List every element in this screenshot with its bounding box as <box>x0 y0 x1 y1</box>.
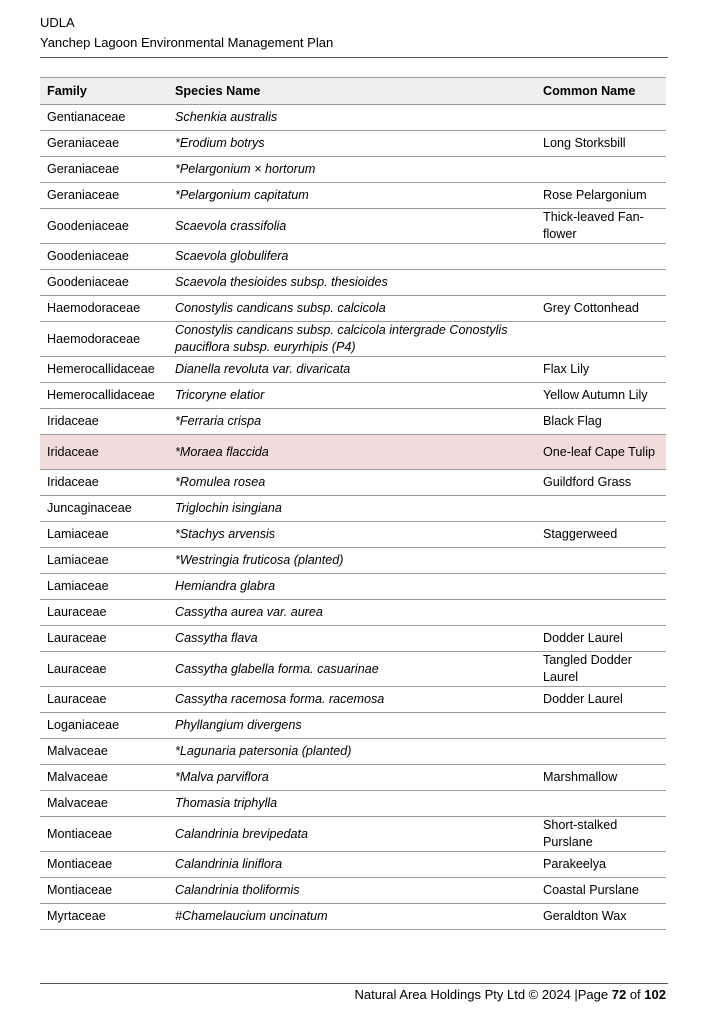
header-org: UDLA <box>40 15 75 30</box>
column-header-common: Common Name <box>536 78 666 105</box>
cell-common-name <box>536 322 666 357</box>
cell-common-name <box>536 496 666 522</box>
cell-common-name: Coastal Purslane <box>536 878 666 904</box>
cell-common-name <box>536 574 666 600</box>
table-row <box>40 409 666 435</box>
cell-species: *Pelargonium × hortorum <box>168 157 536 183</box>
page-of-label: of <box>626 987 645 1002</box>
cell-common-name <box>536 244 666 270</box>
table-row <box>40 357 666 383</box>
table-row <box>40 296 666 322</box>
cell-family: Goodeniaceae <box>40 270 168 296</box>
cell-common-name <box>536 270 666 296</box>
cell-family: Geraniaceae <box>40 131 168 157</box>
cell-common-name: Grey Cottonhead <box>536 296 666 322</box>
cell-species: Thomasia triphylla <box>168 791 536 817</box>
cell-family: Montiaceae <box>40 817 168 852</box>
cell-common-name: Long Storksbill <box>536 131 666 157</box>
cell-species: Cassytha glabella forma. casuarinae <box>168 652 536 687</box>
cell-species: Calandrinia tholiformis <box>168 878 536 904</box>
column-header-family: Family <box>40 78 168 105</box>
cell-species: *Pelargonium capitatum <box>168 183 536 209</box>
table-row <box>40 435 666 470</box>
table-row <box>40 496 666 522</box>
table-row <box>40 739 666 765</box>
cell-species: *Romulea rosea <box>168 470 536 496</box>
table-row <box>40 183 666 209</box>
cell-common-name: Guildford Grass <box>536 470 666 496</box>
table-body <box>40 105 666 930</box>
table-row <box>40 157 666 183</box>
cell-family: Malvaceae <box>40 765 168 791</box>
cell-family: Iridaceae <box>40 470 168 496</box>
cell-family: Goodeniaceae <box>40 244 168 270</box>
cell-common-name: Yellow Autumn Lily <box>536 383 666 409</box>
cell-species: *Malva parviflora <box>168 765 536 791</box>
cell-family: Goodeniaceae <box>40 209 168 244</box>
cell-species: Scaevola globulifera <box>168 244 536 270</box>
table-row <box>40 852 666 878</box>
cell-family: Juncaginaceae <box>40 496 168 522</box>
page-total: 102 <box>644 987 666 1002</box>
table-row <box>40 626 666 652</box>
cell-family: Gentianaceae <box>40 105 168 131</box>
cell-common-name <box>536 713 666 739</box>
cell-family: Montiaceae <box>40 852 168 878</box>
cell-species: Phyllangium divergens <box>168 713 536 739</box>
table-row <box>40 322 666 357</box>
cell-species: Cassytha aurea var. aurea <box>168 600 536 626</box>
table-row <box>40 817 666 852</box>
cell-species: *Lagunaria patersonia (planted) <box>168 739 536 765</box>
cell-family: Hemerocallidaceae <box>40 357 168 383</box>
cell-species: Conostylis candicans subsp. calcicola <box>168 296 536 322</box>
cell-family: Hemerocallidaceae <box>40 383 168 409</box>
cell-common-name: One-leaf Cape Tulip <box>536 435 666 470</box>
cell-species: Calandrinia liniflora <box>168 852 536 878</box>
cell-species: Dianella revoluta var. divaricata <box>168 357 536 383</box>
cell-species: *Ferraria crispa <box>168 409 536 435</box>
table-row <box>40 548 666 574</box>
footer-divider <box>40 983 668 984</box>
cell-family: Lauraceae <box>40 600 168 626</box>
cell-family: Loganiaceae <box>40 713 168 739</box>
cell-family: Malvaceae <box>40 739 168 765</box>
cell-common-name <box>536 791 666 817</box>
cell-common-name: Tangled Dodder Laurel <box>536 652 666 687</box>
cell-family: Lamiaceae <box>40 548 168 574</box>
cell-family: Lauraceae <box>40 687 168 713</box>
cell-family: Haemodoraceae <box>40 322 168 357</box>
table-row <box>40 878 666 904</box>
table-row <box>40 765 666 791</box>
cell-common-name: Marshmallow <box>536 765 666 791</box>
table-row <box>40 131 666 157</box>
cell-common-name: Staggerweed <box>536 522 666 548</box>
header-divider <box>40 57 668 58</box>
table-row <box>40 904 666 930</box>
table-row <box>40 791 666 817</box>
cell-family: Iridaceae <box>40 435 168 470</box>
cell-common-name <box>536 157 666 183</box>
cell-family: Haemodoraceae <box>40 296 168 322</box>
header-doc-title: Yanchep Lagoon Environmental Management Plan <box>40 35 334 50</box>
table-row <box>40 470 666 496</box>
cell-common-name: Short-stalked Purslane <box>536 817 666 852</box>
cell-common-name <box>536 739 666 765</box>
cell-species: *Westringia fruticosa (planted) <box>168 548 536 574</box>
cell-species: *Stachys arvensis <box>168 522 536 548</box>
cell-species: *Erodium botrys <box>168 131 536 157</box>
cell-family: Geraniaceae <box>40 183 168 209</box>
table-row <box>40 713 666 739</box>
cell-species: #Chamelaucium uncinatum <box>168 904 536 930</box>
cell-family: Iridaceae <box>40 409 168 435</box>
cell-species: Scaevola thesioides subsp. thesioides <box>168 270 536 296</box>
cell-species: Scaevola crassifolia <box>168 209 536 244</box>
cell-common-name <box>536 548 666 574</box>
cell-common-name: Black Flag <box>536 409 666 435</box>
table-row <box>40 209 666 244</box>
cell-common-name: Dodder Laurel <box>536 687 666 713</box>
cell-species: Tricoryne elatior <box>168 383 536 409</box>
cell-species: Cassytha flava <box>168 626 536 652</box>
table-row <box>40 383 666 409</box>
table-row <box>40 600 666 626</box>
cell-common-name: Parakeelya <box>536 852 666 878</box>
cell-common-name: Dodder Laurel <box>536 626 666 652</box>
cell-family: Myrtaceae <box>40 904 168 930</box>
cell-species: Triglochin isingiana <box>168 496 536 522</box>
cell-family: Montiaceae <box>40 878 168 904</box>
cell-family: Malvaceae <box>40 791 168 817</box>
table-row <box>40 522 666 548</box>
cell-species: *Moraea flaccida <box>168 435 536 470</box>
page-number: 72 <box>611 987 627 1002</box>
cell-species: Cassytha racemosa forma. racemosa <box>168 687 536 713</box>
cell-common-name: Flax Lily <box>536 357 666 383</box>
species-table <box>40 77 666 930</box>
table-row <box>40 244 666 270</box>
cell-common-name <box>536 600 666 626</box>
page-footer <box>355 986 666 1004</box>
table-row <box>40 687 666 713</box>
footer-copyright: Natural Area Holdings Pty Ltd © 2024 |Page <box>354 987 612 1002</box>
page-header <box>40 13 668 53</box>
cell-family: Lamiaceae <box>40 574 168 600</box>
cell-family: Geraniaceae <box>40 157 168 183</box>
cell-common-name: Rose Pelargonium <box>536 183 666 209</box>
cell-species: Schenkia australis <box>168 105 536 131</box>
cell-species: Conostylis candicans subsp. calcicola intergrade Conostylis pauciflora subsp. euryrhipis (P4) <box>168 322 536 357</box>
cell-family: Lauraceae <box>40 626 168 652</box>
cell-common-name: Geraldton Wax <box>536 904 666 930</box>
cell-family: Lamiaceae <box>40 522 168 548</box>
cell-common-name <box>536 105 666 131</box>
cell-species: Calandrinia brevipedata <box>168 817 536 852</box>
cell-common-name: Thick-leaved Fan-flower <box>536 209 666 244</box>
cell-family: Lauraceae <box>40 652 168 687</box>
cell-species: Hemiandra glabra <box>168 574 536 600</box>
table-row <box>40 652 666 687</box>
table-row <box>40 270 666 296</box>
column-header-species: Species Name <box>168 78 536 105</box>
table-header-row <box>40 78 666 105</box>
table-row <box>40 105 666 131</box>
table-row <box>40 574 666 600</box>
